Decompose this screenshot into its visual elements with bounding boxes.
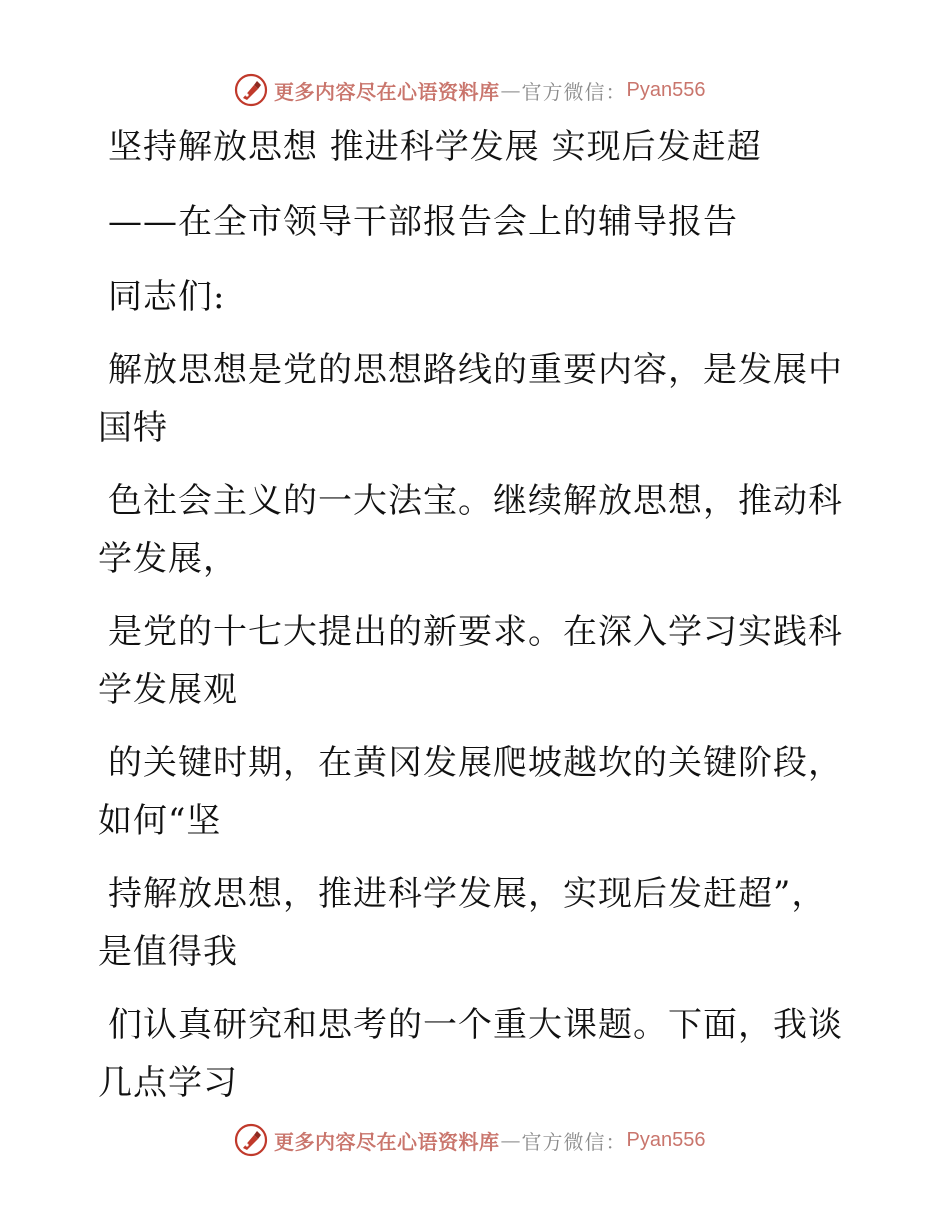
watermark-wechat-id: Pyan556	[626, 78, 706, 101]
body-line: 国特	[98, 408, 168, 448]
watermark-wechat-label: 官方微信：	[521, 79, 627, 104]
watermark-wechat-label: 官方微信：	[521, 1129, 627, 1154]
watermark-site-text: 更多内容尽在心语资料库	[274, 79, 500, 104]
body-line: 的关键时期，在黄冈发展爬坡越坎的关键阶段，	[108, 743, 843, 783]
body-line: 是值得我	[98, 932, 238, 972]
body-line: 是党的十七大提出的新要求。在深入学习实践科	[108, 612, 843, 652]
body-line: 学发展，	[98, 539, 238, 579]
body-line: 如何“坚	[98, 801, 222, 841]
watermark-site-text: 更多内容尽在心语资料库	[274, 1129, 500, 1154]
pen-logo-icon	[234, 1123, 268, 1157]
document-subtitle: ——在全市领导干部报告会上的辅导报告	[108, 202, 738, 242]
salutation: 同志们:	[108, 277, 226, 317]
body-line: 解放思想是党的思想路线的重要内容，是发展中	[108, 350, 843, 390]
watermark-separator: —	[500, 1128, 521, 1152]
body-line: 几点学习	[98, 1063, 238, 1103]
body-line: 学发展观	[98, 670, 238, 710]
header-watermark	[234, 72, 705, 108]
body-line: 持解放思想，推进科学发展，实现后发赶超”，	[108, 874, 827, 914]
footer-watermark	[234, 1122, 705, 1158]
watermark-separator: —	[500, 78, 521, 102]
document-title: 坚持解放思想 推进科学发展 实现后发赶超	[108, 127, 762, 167]
body-line: 色社会主义的一大法宝。继续解放思想，推动科	[108, 481, 843, 521]
pen-logo-icon	[234, 73, 268, 107]
watermark-wechat-id: Pyan556	[626, 1128, 706, 1151]
body-line: 们认真研究和思考的一个重大课题。下面，我谈	[108, 1005, 843, 1045]
